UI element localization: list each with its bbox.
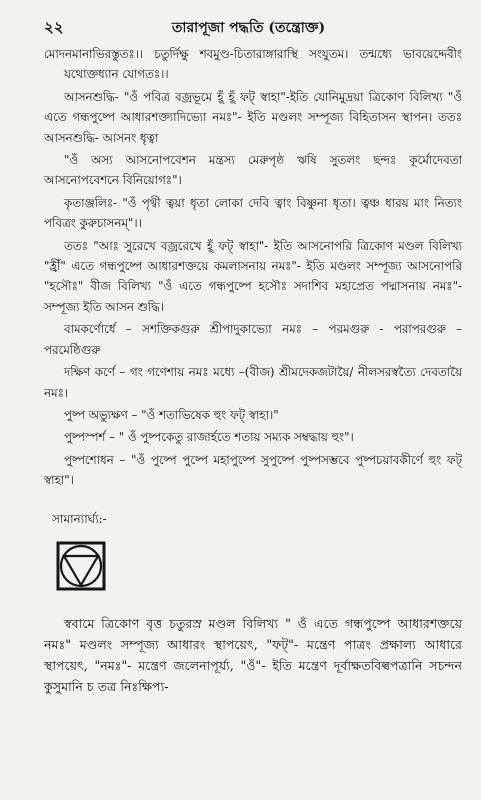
paragraph: আসনশুদ্ধি- "ওঁ পবিত্র বজ্রভূমে হূঁ হূঁ ফট্ স্বাহা"-ইতি যোনিমুদ্রয়া ত্রিকোণ বিলিখ্য "ওঁ এতে গন্ধপুষ্পে আধারশক্ত্যাদিভ্যো নমঃ"- ইতি মণ্ডলং সম্পূজ্য বিহিতাসন স্থাপন। ততঃ আসনশুদ্ধি- আসনং ধৃত্বা — [44, 89, 462, 145]
paragraph: বামকর্ণোর্ধে – সশক্তিকগুরু শ্রীপাদুকাভ্যো নমঃ – পরমগুরু - পরাপরগুরু – পরমেষ্ঠিগুরু — [44, 322, 462, 357]
closing-section — [44, 613, 462, 697]
paragraph: পুষ্পস্পর্শ – " ওঁ পুষ্পকেতু রাজার্হতে শতায় সম্যক সম্বদ্ধায় হুং"। — [64, 430, 354, 445]
samanyarghya-label: সামান্যার্ঘ্য:- — [52, 511, 107, 526]
paragraph: পুষ্পশোধন – "ওঁ পুষ্পে পুষ্পে মহাপুষ্পে সুপুষ্পে পুষ্পসম্ভবে পুষ্পচয়াবকীর্ণে হুং ফট্ স্বাহা"। — [44, 452, 462, 488]
running-title: তারাপূজা পদ্ধতি (তন্ত্রোক্ত) — [171, 20, 326, 36]
yantra-diagram-icon — [56, 541, 106, 591]
paragraph: দক্ষিণ কর্ণে – গং গণেশায় নমঃ মধ্যে –(বীজ) শ্রীমদেকজটায়ৈ/ নীলসরস্বত্যৈ দেবতায়ৈ নমঃ। — [44, 365, 462, 400]
paragraph: কৃতাঞ্জলিঃ- "ওঁ পৃথ্বী ত্বয়া ধৃতা লোকা দেবি ত্বাং বিষ্ণুনা ধৃতা। ত্বঞ্চ ধারয় মাং নিত্যং পবিত্রং কুরুচাসনম্"।। — [44, 195, 462, 231]
paragraph: মোদনমানাভিরস্তুতঃ।। চতুর্দিক্ষু শবমুণ্ড-চিতারাঙ্গারাস্থি সংযুতম। তন্মধ্যে ভাবয়েদ্দেবীং যথোক্তধ্যান যোগতঃ।। — [44, 47, 462, 82]
paragraph: "ওঁ অস্য আসনোপবেশন মন্ত্রস্য মেরুপৃষ্ঠ ঋষি সুতলং ছন্দঃ কূর্মোদেবতা আসনোপবেশনে বিনিয়োগঃ"। — [44, 153, 462, 188]
paragraph: স্ববামে ত্রিকোণ বৃত্ত চতুরস্র মণ্ডল বিলিখ্য " ওঁ এতে গন্ধপুষ্পে আধারশক্তয়ে নমঃ" মণ্ডলং সম্পূজ্য আধারং স্থাপয়েৎ, "ফট্"- মন্ত্রেণ পাত্রং প্রক্ষাল্য আধারে স্থাপয়েৎ, "নমঃ"- মন্ত্রেণ জলেনাপূর্য্য, "ওঁ"- ইতি মন্ত্রেণ দূর্বাক্ষতবিল্বপত্রানি সচন্দন কুসুমানি চ তত্র নিঃক্ষিপ্য- — [44, 616, 462, 695]
paragraph: ততঃ "আঃ সুরেখে বজ্ররেখে হূঁ ফট্ স্বাহা"- ইতি আসনোপরি ত্রিকোণ মণ্ডল বিলিখ্য "হ্রীঁ" এতে গন্ধপুষ্পে আধারশক্তয়ে কমলাসনায় নমঃ"- ইতি মণ্ডলং সম্পূজ্য আসনোপরি "হসৌঃ" বীজ বিলিখ্য "ওঁ এতে গন্ধপুষ্পে হসৌঃ সদাশিব মহাপ্রেত পদ্মাসনায় নমঃ"- সম্পূজ্য ইতি আসন শুদ্ধি। — [44, 238, 462, 314]
paragraph: পুষ্প অভ্যুক্ষণ – "ওঁ শতাভিষেক হুং ফট্ স্বাহা।" — [64, 407, 279, 422]
page-body — [44, 44, 462, 699]
page-number: ২২ — [44, 18, 64, 36]
page-header — [44, 16, 453, 38]
